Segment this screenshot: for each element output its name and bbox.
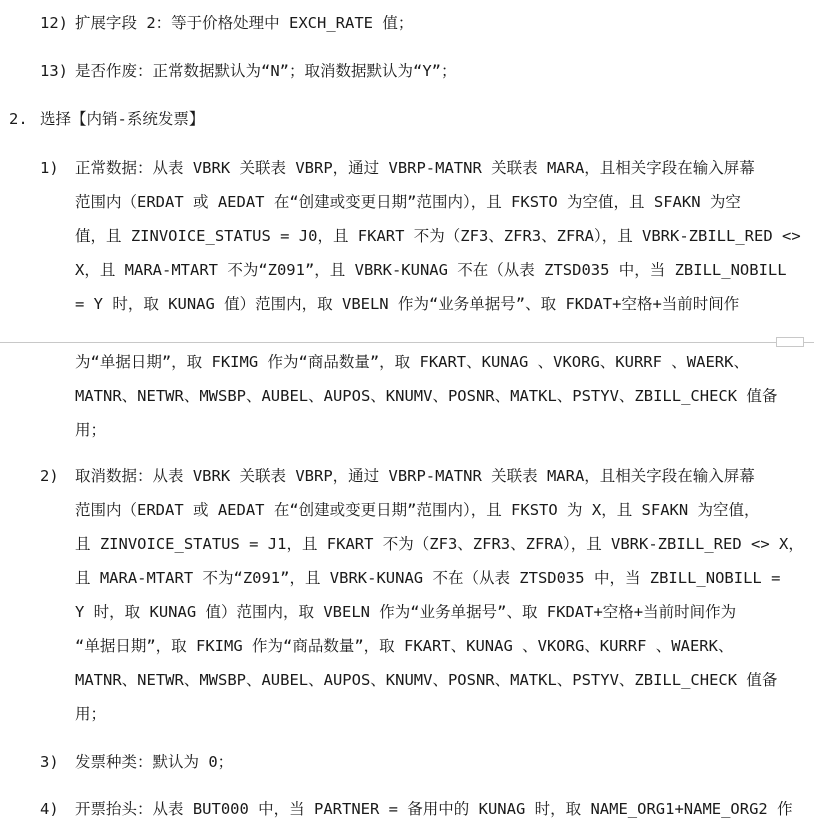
sub-1-line: X，且 MARA-MTART 不为“Z091”，且 VBRK-KUNAG 不在（从表 ZTSD035 中，当 ZBILL_NOBILL [75,261,787,279]
item-12-number: 12) [40,14,68,32]
sub-1-number: 1) [40,159,59,177]
sub-1-line: MATNR、NETWR、MWSBP、AUBEL、AUPOS、KNUMV、POSNR、MATKL、PSTYV、ZBILL_CHECK 值备 [75,387,778,405]
sub-2-line: 用； [75,705,107,723]
sub-2-line: 取消数据：从表 VBRK 关联表 VBRP，通过 VBRP-MATNR 关联表 MARA，且相关字段在输入屏幕 [75,467,755,485]
section-2-number: 2. [9,110,28,128]
item-12-text: 扩展字段 2：等于价格处理中 EXCH_RATE 值； [75,14,414,32]
sub-1-line: 正常数据：从表 VBRK 关联表 VBRP，通过 VBRP-MATNR 关联表 MARA，且相关字段在输入屏幕 [75,159,755,177]
sub-2-line: Y 时，取 KUNAG 值）范围内，取 VBELN 作为“业务单据号”、取 FKDAT+空格+当前时间作为 [75,603,737,621]
sub-1-line: 用； [75,421,107,439]
sub-1-line: 为“单据日期”，取 FKIMG 作为“商品数量”，取 FKART、KUNAG 、VKORG、KURRF 、WAERK、 [75,353,749,371]
sub-1-line: 值，且 ZINVOICE_STATUS = J0，且 FKART 不为（ZF3、ZFR3、ZFRA），且 VBRK-ZBILL_RED <> [75,227,801,245]
sub-2-line: “单据日期”，取 FKIMG 作为“商品数量”，取 FKART、KUNAG 、VKORG、KURRF 、WAERK、 [75,637,734,655]
sub-4-number: 4) [40,800,59,818]
sub-2-line: 且 ZINVOICE_STATUS = J1，且 FKART 不为（ZF3、ZFR3、ZFRA），且 VBRK-ZBILL_RED <> X， [75,535,804,553]
sub-2-line: MATNR、NETWR、MWSBP、AUBEL、AUPOS、KNUMV、POSNR、MATKL、PSTYV、ZBILL_CHECK 值备 [75,671,778,689]
sub-4-text: 开票抬头：从表 BUT000 中，当 PARTNER = 备用中的 KUNAG 时，取 NAME_ORG1+NAME_ORG2 作 [75,800,793,818]
sub-3-number: 3) [40,753,59,771]
sub-2-number: 2) [40,467,59,485]
sub-2-line: 且 MARA-MTART 不为“Z091”，且 VBRK-KUNAG 不在（从表 ZTSD035 中，当 ZBILL_NOBILL = [75,569,781,587]
page-break-line [0,342,814,343]
sub-3-text: 发票种类：默认为 0； [75,753,234,771]
sub-1-line: = Y 时，取 KUNAG 值）范围内，取 VBELN 作为“业务单据号”、取 FKDAT+空格+当前时间作 [75,295,740,313]
item-13-number: 13) [40,62,68,80]
section-2-heading: 选择【内销-系统发票】 [40,110,205,128]
page-break-marker [776,337,804,347]
item-13-text: 是否作废：正常数据默认为“N”；取消数据默认为“Y”； [75,62,457,80]
sub-2-line: 范围内（ERDAT 或 AEDAT 在“创建或变更日期”范围内），且 FKSTO 为 X，且 SFAKN 为空值， [75,501,760,519]
sub-1-line: 范围内（ERDAT 或 AEDAT 在“创建或变更日期”范围内），且 FKSTO 为空值，且 SFAKN 为空 [75,193,741,211]
